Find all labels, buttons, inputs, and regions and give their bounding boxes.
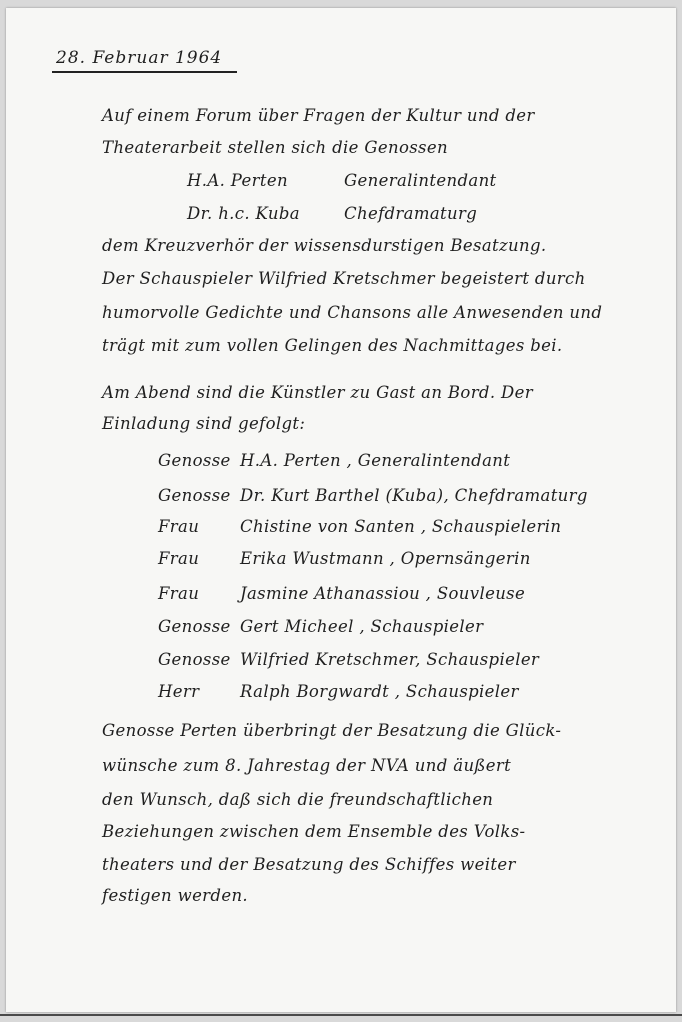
para2-line-2: Einladung sind gefolgt:: [102, 414, 306, 433]
intro-line-1: Auf einem Forum über Fragen der Kultur und der: [102, 106, 535, 125]
evening-guest-entry: H.A. Perten , Generalintendant: [240, 451, 511, 470]
evening-guest-entry: Erika Wustmann , Opernsängerin: [240, 549, 531, 568]
evening-guest-title: Frau: [158, 517, 200, 536]
evening-guest-title: Genosse: [158, 617, 231, 636]
evening-guest-entry: Chistine von Santen , Schauspielerin: [240, 517, 562, 536]
evening-guest-entry: Gert Micheel , Schauspieler: [240, 617, 484, 636]
evening-guest-entry: Jasmine Athanassiou , Souvleuse: [240, 584, 526, 603]
para3-line-2: wünsche zum 8. Jahrestag der NVA und äußert: [102, 756, 512, 775]
evening-guest-title: Frau: [158, 549, 200, 568]
bottom-border-line: [0, 1014, 682, 1016]
para3-line-1: Genosse Perten überbringt der Besatzung die Glück-: [102, 721, 562, 740]
para1-line-1: dem Kreuzverhör der wissensdurstigen Besatzung.: [102, 236, 547, 255]
evening-guest-title: Genosse: [158, 650, 231, 669]
evening-guest-title: Frau: [158, 584, 200, 603]
para3-line-4: Beziehungen zwischen dem Ensemble des Volks-: [102, 822, 526, 841]
evening-guest-entry: Ralph Borgwardt , Schauspieler: [240, 682, 519, 701]
guest-name-kuba: Dr. h.c. Kuba: [187, 204, 300, 223]
guest-role-kuba: Chefdramaturg: [344, 204, 478, 223]
guest-name-perten: H.A. Perten: [187, 171, 288, 190]
intro-line-2: Theaterarbeit stellen sich die Genossen: [102, 138, 448, 157]
para1-line-3: humorvolle Gedichte und Chansons alle Anwesenden und: [102, 303, 603, 322]
evening-guest-entry: Dr. Kurt Barthel (Kuba), Chefdramaturg: [240, 486, 588, 505]
para3-line-3: den Wunsch, daß sich die freundschaftlichen: [102, 790, 494, 809]
document-date: 28. Februar 1964: [56, 48, 223, 68]
para1-line-2: Der Schauspieler Wilfried Kretschmer begeistert durch: [102, 269, 586, 288]
evening-guest-title: Genosse: [158, 451, 231, 470]
evening-guest-entry: Wilfried Kretschmer, Schauspieler: [240, 650, 540, 669]
date-underline: [52, 71, 237, 73]
para1-line-4: trägt mit zum vollen Gelingen des Nachmittages bei.: [102, 336, 563, 355]
guest-role-perten: Generalintendant: [344, 171, 497, 190]
evening-guest-title: Herr: [158, 682, 200, 701]
para2-line-1: Am Abend sind die Künstler zu Gast an Bord. Der: [102, 383, 533, 402]
evening-guest-title: Genosse: [158, 486, 231, 505]
para3-line-5: theaters und der Besatzung des Schiffes weiter: [102, 855, 516, 874]
para3-line-6: festigen werden.: [102, 886, 249, 905]
